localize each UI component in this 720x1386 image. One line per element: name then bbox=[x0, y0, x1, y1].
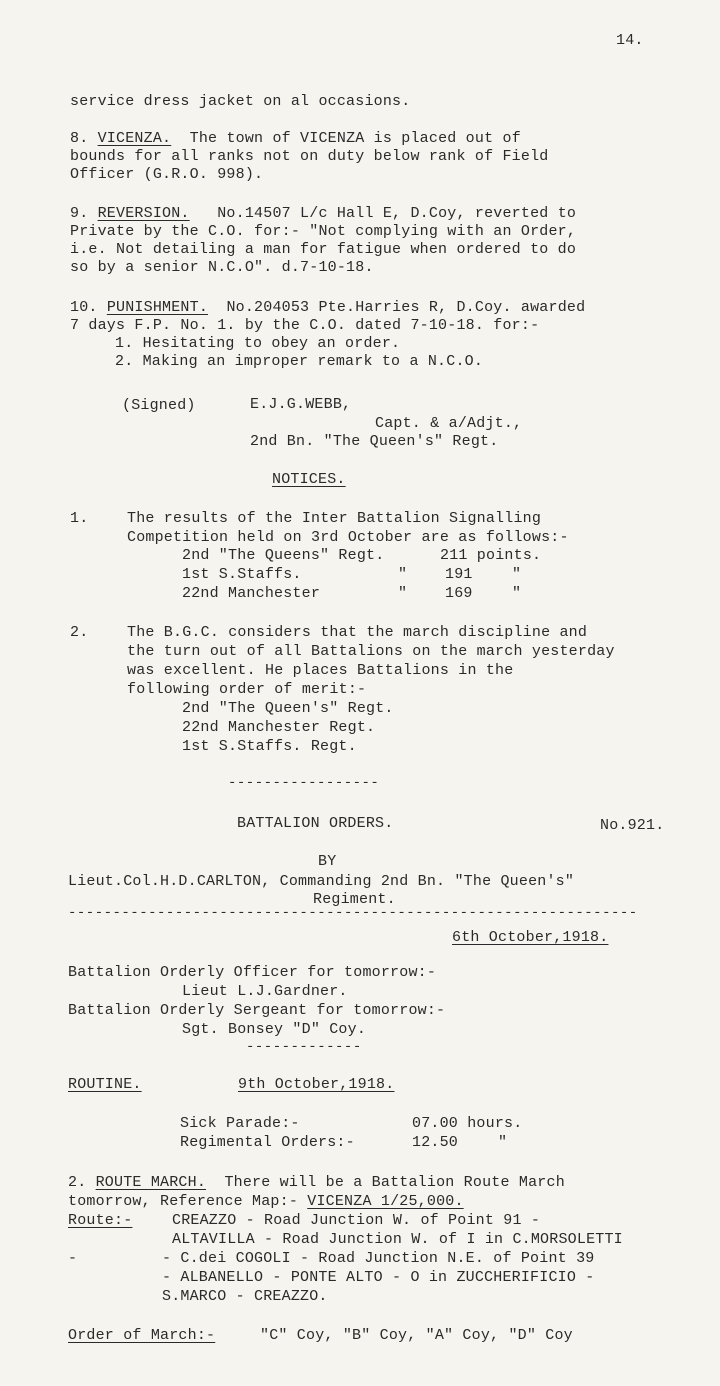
sick-parade-time: 07.00 hours. bbox=[412, 1115, 523, 1132]
sick-parade-label: Sick Parade:- bbox=[180, 1115, 300, 1132]
item-text: 1. Hesitating to obey an order. bbox=[115, 335, 401, 352]
commander-line: Lieut.Col.H.D.CARLTON, Commanding 2nd Bn. "The Queen's" bbox=[68, 873, 575, 890]
item-heading: REVERSION. bbox=[97, 205, 190, 222]
result-points: 191 bbox=[445, 566, 473, 583]
result-points: 169 bbox=[445, 585, 473, 602]
duty-line: Battalion Orderly Officer for tomorrow:- bbox=[68, 964, 437, 981]
ditto-mark: " bbox=[512, 566, 522, 583]
signatory-unit: 2nd Bn. "The Queen's" Regt. bbox=[250, 433, 499, 450]
item-text: Private by the C.O. for:- "Not complying with an Order, bbox=[70, 223, 577, 240]
notice-text: the turn out of all Battalions on the march yesterday bbox=[127, 643, 615, 660]
result-unit: 2nd "The Queens" Regt. bbox=[182, 547, 385, 564]
item-text: No.14507 L/c Hall E, D.Coy, reverted to bbox=[217, 205, 577, 222]
routine-label: ROUTINE. bbox=[68, 1076, 142, 1093]
item-text: tomorrow, Reference Map:- bbox=[68, 1193, 299, 1210]
page-number: 14. bbox=[616, 32, 644, 49]
item-text: i.e. Not detailing a man for fatigue when ordered to do bbox=[70, 241, 577, 258]
ditto-mark: " bbox=[398, 566, 408, 583]
notice-text: The B.G.C. considers that the march discipline and bbox=[127, 624, 588, 641]
merit-item: 2nd "The Queen's" Regt. bbox=[182, 700, 394, 717]
order-of-march-label: Order of March:- bbox=[68, 1327, 216, 1344]
item-9 bbox=[70, 205, 576, 223]
ditto-mark: " bbox=[512, 585, 522, 602]
reference-map-line bbox=[68, 1193, 464, 1211]
route-line: - C.dei COGOLI - Road Junction N.E. of Point 39 bbox=[162, 1250, 595, 1267]
route-label: Route:- bbox=[68, 1212, 133, 1229]
ditto-mark: " bbox=[498, 1134, 508, 1151]
item-text: The town of VICENZA is placed out of bbox=[189, 130, 521, 147]
duty-name: Sgt. Bonsey "D" Coy. bbox=[182, 1021, 367, 1038]
merit-item: 22nd Manchester Regt. bbox=[182, 719, 376, 736]
margin-dash: - bbox=[68, 1250, 78, 1267]
regimental-orders-label: Regimental Orders:- bbox=[180, 1134, 355, 1151]
item-text: Officer (G.R.O. 998). bbox=[70, 166, 264, 183]
signed-label: (Signed) bbox=[122, 397, 196, 414]
ditto-mark: " bbox=[398, 585, 408, 602]
item-text: bounds for all ranks not on duty below rank of Field bbox=[70, 148, 549, 165]
item-number: 10. bbox=[70, 299, 98, 316]
order-of-march: "C" Coy, "B" Coy, "A" Coy, "D" Coy bbox=[260, 1327, 573, 1344]
item-8 bbox=[70, 130, 521, 148]
orders-date: 6th October,1918. bbox=[452, 929, 609, 946]
signatory-name: E.J.G.WEBB, bbox=[250, 396, 352, 413]
notice-text: Competition held on 3rd October are as follows:- bbox=[127, 529, 569, 546]
separator: ----------------- bbox=[228, 775, 380, 791]
notice-number: 1. bbox=[70, 510, 89, 527]
orders-title: BATTALION ORDERS. bbox=[237, 815, 394, 832]
notice-text: following order of merit:- bbox=[127, 681, 367, 698]
item-number: 2. bbox=[68, 1174, 87, 1191]
item-text: 7 days F.P. No. 1. by the C.O. dated 7-10-18. for:- bbox=[70, 317, 540, 334]
routine-date: 9th October,1918. bbox=[238, 1076, 395, 1093]
route-line: S.MARCO - CREAZZO. bbox=[162, 1288, 328, 1305]
item-heading: PUNISHMENT. bbox=[106, 299, 209, 316]
merit-item: 1st S.Staffs. Regt. bbox=[182, 738, 357, 755]
result-unit: 1st S.Staffs. bbox=[182, 566, 302, 583]
item-text: No.204053 Pte.Harries R, D.Coy. awarded bbox=[226, 299, 586, 316]
notices-title: NOTICES. bbox=[272, 471, 346, 488]
item-heading: VICENZA. bbox=[97, 130, 172, 147]
notice-text: was excellent. He places Battalions in the bbox=[127, 662, 514, 679]
item-text: 2. Making an improper remark to a N.C.O. bbox=[115, 353, 484, 370]
notice-text: The results of the Inter Battalion Signalling bbox=[127, 510, 542, 527]
item-number: 9. bbox=[70, 205, 89, 222]
item-text: so by a senior N.C.O". d.7-10-18. bbox=[70, 259, 374, 276]
item-number: 8. bbox=[70, 130, 89, 147]
regimental-orders-time: 12.50 bbox=[412, 1134, 459, 1151]
route-line: ALTAVILLA - Road Junction W. of I in C.MORSOLETTI bbox=[172, 1231, 623, 1248]
notice-number: 2. bbox=[70, 624, 89, 641]
item-text: There will be a Battalion Route March bbox=[224, 1174, 565, 1191]
duty-name: Lieut L.J.Gardner. bbox=[182, 983, 348, 1000]
route-line: - ALBANELLO - PONTE ALTO - O in ZUCCHERIFICIO - bbox=[162, 1269, 595, 1286]
separator: ------------- bbox=[246, 1039, 362, 1055]
item-heading: ROUTE MARCH. bbox=[95, 1174, 207, 1191]
reference-map: VICENZA 1/25,000. bbox=[307, 1193, 464, 1210]
duty-line: Battalion Orderly Sergeant for tomorrow:- bbox=[68, 1002, 446, 1019]
route-line: CREAZZO - Road Junction W. of Point 91 - bbox=[172, 1212, 541, 1229]
item-10 bbox=[70, 299, 585, 317]
regiment-line: Regiment. bbox=[313, 891, 396, 908]
signatory-rank: Capt. & a/Adjt., bbox=[375, 415, 523, 432]
result-unit: 22nd Manchester bbox=[182, 585, 321, 602]
separator: ---------------------------------------------------------------- bbox=[68, 905, 638, 921]
orders-number: No.921. bbox=[600, 817, 665, 834]
result-points: 211 points. bbox=[440, 547, 542, 564]
orders-by: BY bbox=[318, 853, 337, 870]
continuation-line: service dress jacket on al occasions. bbox=[70, 93, 411, 110]
route-march-heading bbox=[68, 1174, 565, 1192]
